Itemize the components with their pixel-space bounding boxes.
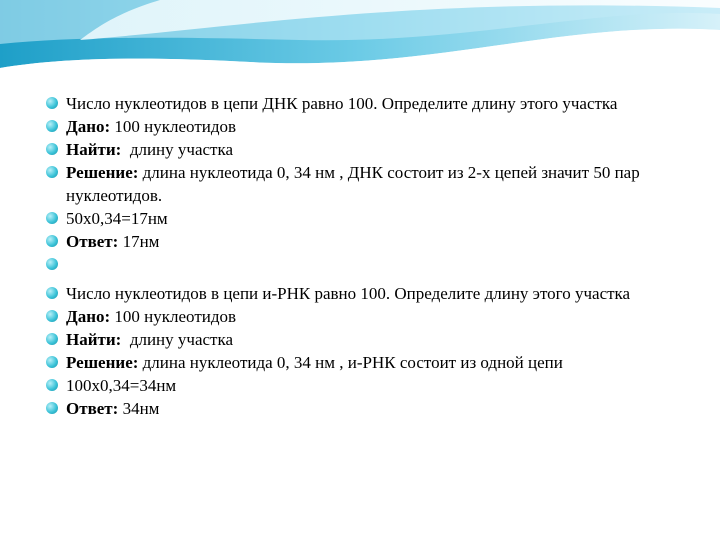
bullet-key: Ответ:: [66, 232, 119, 251]
bullet-text: длину участка: [121, 140, 234, 159]
bullet-item: [46, 374, 686, 397]
bullet-text: длину участка: [121, 330, 234, 349]
bullet-text: 17нм: [118, 232, 160, 251]
bullet-text: Число нуклеотидов в цепи и-РНК равно 100. Определите длину этого участка: [66, 284, 631, 303]
bullet-item: [46, 138, 686, 161]
bullet-icon: [46, 120, 58, 132]
bullet-icon: [46, 310, 58, 322]
bullet-key: Ответ:: [66, 399, 119, 418]
bullet-item: [46, 397, 686, 420]
bullet-text: 100х0,34=34нм: [66, 376, 177, 395]
bullet-text: Число нуклеотидов в цепи ДНК равно 100. Определите длину этого участка: [66, 94, 618, 113]
bullet-icon: [46, 356, 58, 368]
bullet-item: [46, 92, 686, 115]
bullet-item: [46, 328, 686, 351]
header-wave-decoration: [0, 0, 720, 90]
bullet-item: [46, 305, 686, 328]
bullet-item: [46, 351, 686, 374]
bullet-item: [46, 161, 686, 207]
bullet-key: Найти:: [66, 330, 122, 349]
bullet-icon: [46, 143, 58, 155]
bullet-text: 100 нуклеотидов: [110, 307, 237, 326]
bullet-key: Найти:: [66, 140, 122, 159]
bullet-icon: [46, 402, 58, 414]
bullet-item: [46, 253, 686, 282]
bullet-item: [46, 282, 686, 305]
bullet-text: 34нм: [118, 399, 160, 418]
bullet-icon: [46, 258, 58, 270]
bullet-text: длина нуклеотида 0, 34 нм , и-РНК состоит из одной цепи: [138, 353, 563, 372]
bullet-icon: [46, 333, 58, 345]
bullet-icon: [46, 379, 58, 391]
bullet-key: Дано:: [66, 117, 111, 136]
slide-content: [46, 92, 686, 420]
bullet-item: [46, 115, 686, 138]
bullet-icon: [46, 166, 58, 178]
bullet-key: Решение:: [66, 163, 139, 182]
bullet-icon: [46, 97, 58, 109]
bullet-text: длина нуклеотида 0, 34 нм , ДНК состоит из 2-х цепей значит 50 пар нуклеотидов.: [66, 163, 644, 205]
bullet-text: 100 нуклеотидов: [110, 117, 237, 136]
bullet-key: Дано:: [66, 307, 111, 326]
bullet-icon: [46, 212, 58, 224]
bullet-item: [46, 207, 686, 230]
bullet-icon: [46, 287, 58, 299]
bullet-text: 50х0,34=17нм: [66, 209, 168, 228]
bullet-item: [46, 230, 686, 253]
bullet-key: Решение:: [66, 353, 139, 372]
bullet-icon: [46, 235, 58, 247]
